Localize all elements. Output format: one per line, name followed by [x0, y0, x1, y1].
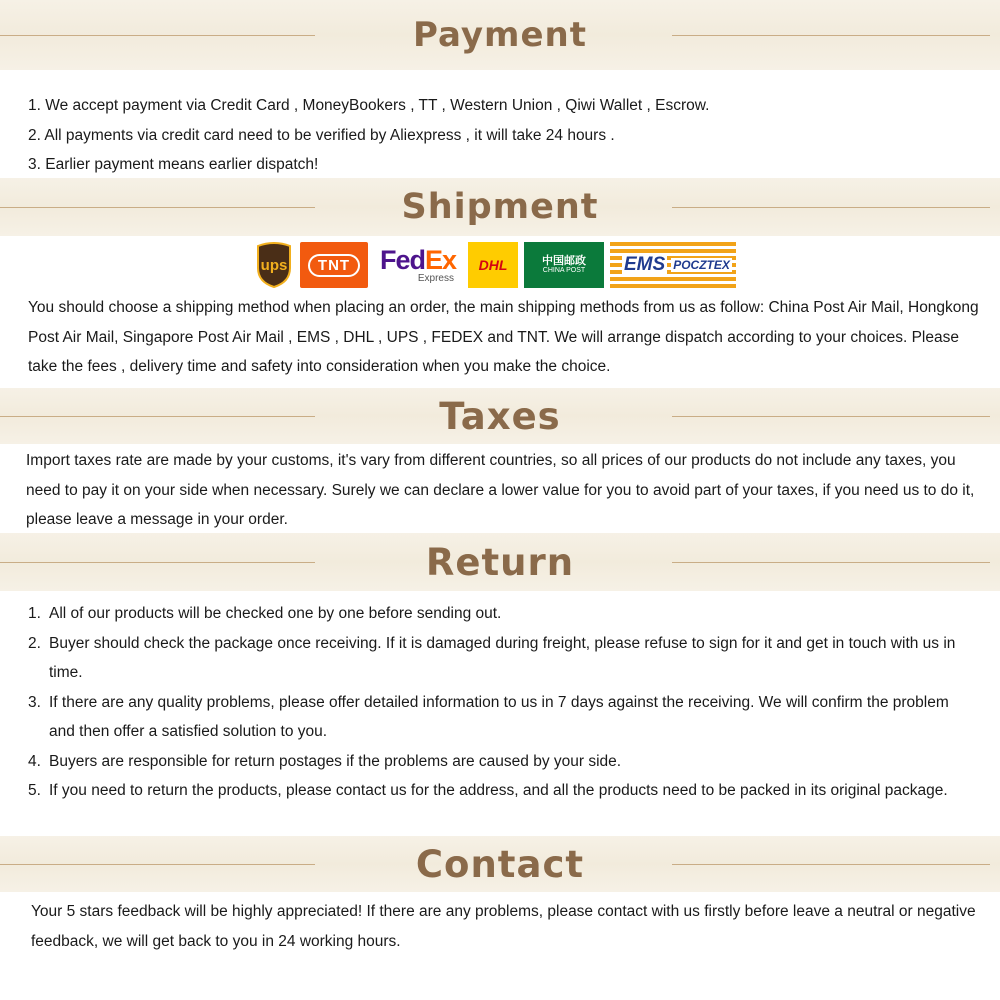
- tnt-logo: [300, 242, 368, 288]
- payment-line: 2. All payments via credit card need to be verified by Aliexpress , it will take 24 hours .: [28, 126, 615, 144]
- china-post-en: CHINA POST: [542, 267, 586, 275]
- payment-list: [28, 91, 978, 180]
- return-item-text: If you need to return the products, please contact us for the address, and all the products need to be packed in its original package.: [49, 782, 948, 799]
- return-list: [28, 599, 973, 806]
- pocztex-text: POCZTEX: [673, 258, 730, 272]
- taxes-text: Import taxes rate are made by your customs, it's vary from different countries, so all prices of our products do not include any taxes, you need to pay it on your side when necessary. Surely we can declare a lower value for you to avoid part of your taxes, if you need us to do it, please leave a message in your order.: [26, 452, 975, 528]
- return-item-text: Buyers are responsible for return postages if the problems are caused by your side.: [49, 752, 622, 770]
- return-item-text: Buyer should check the package once receiving. If it is damaged during freight, please refuse to sign for it and get in touch with us in time.: [49, 634, 956, 681]
- return-item: [28, 688, 973, 747]
- contact-header-band: [0, 836, 1000, 892]
- return-item-number: 1.: [28, 605, 41, 622]
- return-item-text: If there are any quality problems, please offer detailed information to us in 7 days against the receiving. We will confirm the problem and then offer a satisfied solution to you.: [49, 693, 949, 740]
- return-item-number: 5.: [28, 782, 41, 799]
- return-header-band: [0, 533, 1000, 591]
- dhl-logo-text: DHL: [478, 257, 508, 273]
- fedex-ex: Ex: [424, 244, 457, 275]
- shipment-title: Shipment: [401, 187, 599, 227]
- return-item: [28, 776, 973, 806]
- dhl-logo: [468, 242, 518, 288]
- contact-title: Contact: [415, 842, 585, 886]
- ems-logo: [610, 242, 736, 288]
- contact-text: Your 5 stars feedback will be highly appreciated! If there are any problems, please contact with us firstly before leave a neutral or negative feedback, we will get back to you in 24 working hours.: [31, 903, 976, 950]
- fedex-wordmark: [379, 244, 457, 275]
- shipment-header-band: [0, 178, 1000, 236]
- fedex-logo: [374, 242, 462, 288]
- taxes-title: Taxes: [439, 394, 561, 438]
- return-item: [28, 599, 973, 629]
- return-item-text: All of our products will be checked one by one before sending out.: [49, 605, 502, 622]
- return-item-number: 2.: [28, 634, 41, 652]
- fedex-fed: Fed: [379, 244, 425, 275]
- return-title: Return: [425, 540, 575, 584]
- china-post-cn: 中国邮政: [542, 255, 586, 268]
- carrier-logos: [254, 242, 736, 288]
- return-item: [28, 629, 973, 688]
- fedex-express: Express: [417, 272, 454, 284]
- china-post-logo: [524, 242, 604, 288]
- tnt-logo-text: TNT: [308, 254, 360, 277]
- return-item: [28, 747, 973, 777]
- return-item-number: 4.: [28, 752, 41, 770]
- payment-line: 1. We accept payment via Credit Card , MoneyBookers , TT , Western Union , Qiwi Wallet , Escrow.: [28, 97, 710, 114]
- taxes-header-band: [0, 388, 1000, 444]
- payment-header-band: [0, 0, 1000, 70]
- return-item-number: 3.: [28, 693, 41, 711]
- payment-title: Payment: [412, 15, 587, 55]
- ems-text: EMS: [624, 254, 666, 275]
- ups-logo-text: ups: [260, 256, 288, 274]
- shipment-text: You should choose a shipping method when placing an order, the main shipping methods from us as follow: China Post Air Mail, Hongkong Post Air Mail, Singapore Post Air Mail , EMS , DHL , UPS , FEDEX and TNT. We will arrange dispatch according to your choices. Please take the fees , delivery time and safety into consideration when you make the choice.: [28, 299, 979, 375]
- payment-line: 3. Earlier payment means earlier dispatch!: [28, 156, 319, 173]
- ups-logo: [254, 242, 294, 288]
